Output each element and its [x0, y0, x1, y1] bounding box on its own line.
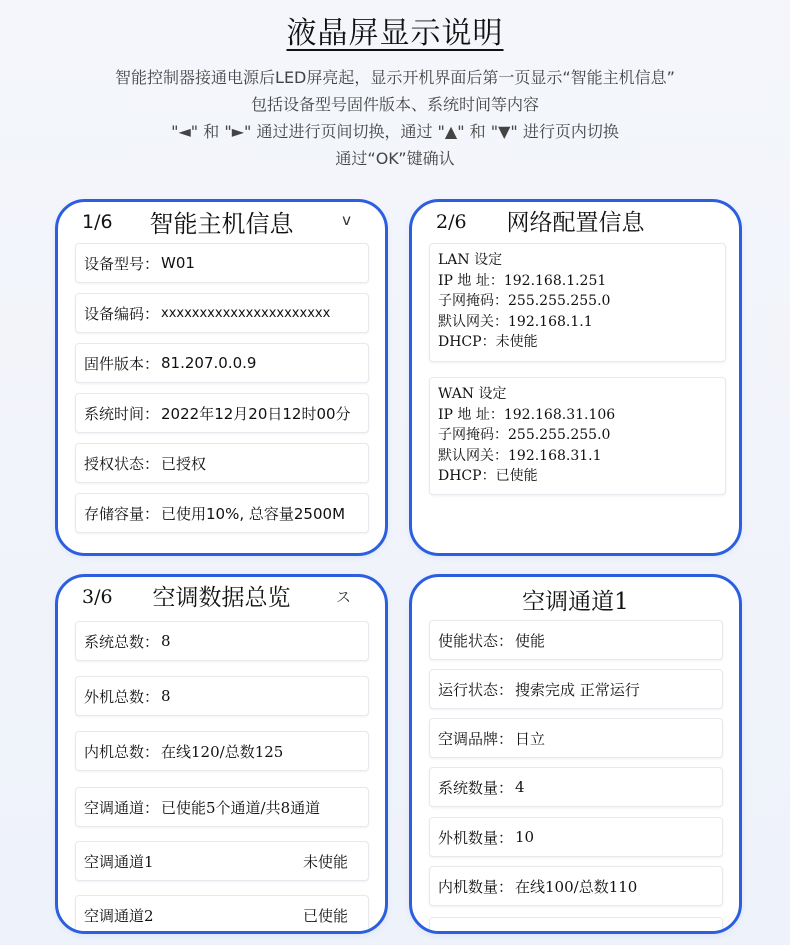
row-label: 固件版本：	[84, 354, 160, 373]
intro-text	[0, 64, 790, 172]
channel-row[interactable]	[75, 895, 369, 934]
screen-title: 空调通道1	[522, 589, 629, 615]
overview-row-outdoor	[75, 676, 369, 716]
overview-row-channels	[75, 787, 369, 827]
screen-header	[58, 577, 385, 615]
page-indicator: 2/6	[436, 211, 467, 233]
channel-status: 未使能	[302, 852, 348, 871]
row-label: 存储容量：	[84, 504, 160, 523]
overview-row-systems	[75, 621, 369, 661]
row-label: 系统总数：	[84, 632, 160, 651]
lan-subnet: 子网掩码：255.255.255.0	[438, 293, 611, 309]
screen-header	[412, 202, 739, 240]
intro-line: 智能控制器接通电源后LED屏亮起，显示开机界面后第一页显示“智能主机信息”	[115, 68, 675, 87]
row-value: 已使用10%, 总容量2500M	[161, 504, 346, 523]
lan-gateway: 默认网关：192.168.1.1	[438, 313, 593, 330]
page-title: 液晶屏显示说明	[286, 16, 504, 51]
row-value: 在线120/总数125	[161, 742, 284, 761]
row-label: 外机数量：	[438, 828, 514, 847]
info-row-storage	[75, 493, 369, 533]
row-value: 8	[161, 687, 171, 705]
row-value: 日立	[515, 729, 546, 748]
channel-status: 已使能	[302, 906, 348, 925]
row-value: 在线100/总数110	[515, 877, 638, 896]
row-label: 系统数量：	[438, 778, 514, 797]
channel-row-run-state	[429, 669, 723, 709]
row-label: 设备型号：	[84, 254, 160, 273]
intro-line: "◄" 和 "►" 通过进行页间切换，通过 "▲" 和 "▼" 进行页内切换	[171, 122, 619, 141]
row-label: 运行状态：	[438, 680, 514, 699]
channel-row[interactable]	[75, 841, 369, 881]
row-label: 外机总数：	[84, 687, 160, 706]
channel-row-indoor	[429, 866, 723, 906]
lan-heading: LAN 设定	[438, 252, 503, 268]
row-value: W01	[161, 254, 195, 272]
ac-channel-screen	[409, 574, 742, 934]
info-row-system-time	[75, 393, 369, 433]
chevron-down-icon: v	[342, 211, 351, 229]
ac-overview-screen	[55, 574, 388, 934]
row-value: 8	[161, 632, 171, 650]
row-label: 设备编码：	[84, 304, 160, 323]
wan-subnet: 子网掩码：255.255.255.0	[438, 427, 611, 443]
lan-dhcp: DHCP：未使能	[438, 334, 538, 350]
row-label: 内机数量：	[438, 877, 514, 896]
overview-row-indoor	[75, 731, 369, 771]
screen-title: 智能主机信息	[149, 210, 294, 238]
lan-ip: IP 地 址：192.168.1.251	[438, 272, 607, 289]
channel-row-brand	[429, 718, 723, 758]
row-label: 空调品牌：	[438, 729, 514, 748]
channel-name: 空调通道1	[84, 852, 154, 871]
intro-line: 通过“OK”键确认	[335, 149, 455, 168]
row-value: 4	[515, 778, 525, 796]
channel-row-systems	[429, 767, 723, 807]
row-label: 内机总数：	[84, 742, 160, 761]
channel-row-enable	[429, 620, 723, 660]
info-row-serial	[75, 293, 369, 333]
page-indicator: 3/6	[82, 586, 113, 608]
row-label: 使能状态：	[438, 631, 514, 650]
channel-name: 空调通道2	[84, 906, 154, 925]
channel-row-partial	[429, 917, 723, 934]
screen-title: 空调数据总览	[152, 585, 291, 611]
wan-gateway: 默认网关：192.168.31.1	[438, 447, 602, 464]
screen-header	[412, 577, 739, 615]
screen-title: 网络配置信息	[506, 210, 645, 236]
row-value: 81.207.0.0.9	[161, 354, 257, 372]
row-label: 系统时间：	[84, 404, 160, 423]
network-config-screen	[409, 199, 742, 556]
wan-heading: WAN 设定	[438, 386, 507, 402]
row-value: 已使能5个通道/共8通道	[161, 798, 321, 817]
wan-dhcp: DHCP：已使能	[438, 468, 538, 484]
lan-settings	[429, 243, 726, 362]
row-value: 搜索完成 正常运行	[515, 680, 640, 699]
chevron-up-icon: ス	[335, 588, 351, 606]
info-row-firmware	[75, 343, 369, 383]
row-label: 空调通道：	[84, 798, 160, 817]
host-info-screen	[55, 199, 388, 556]
row-value: 2022年12月20日12时00分	[161, 404, 351, 423]
wan-settings	[429, 377, 726, 495]
info-row-license	[75, 443, 369, 483]
row-value: 使能	[515, 631, 546, 650]
info-row-model	[75, 243, 369, 283]
row-value: xxxxxxxxxxxxxxxxxxxxxx	[161, 305, 331, 321]
intro-line: 包括设备型号固件版本、系统时间等内容	[250, 95, 539, 114]
screen-header	[58, 202, 385, 240]
row-label: 授权状态：	[84, 454, 160, 473]
wan-ip: IP 地 址：192.168.31.106	[438, 406, 616, 423]
row-value: 10	[515, 828, 535, 846]
channel-row-outdoor	[429, 817, 723, 857]
page-indicator: 1/6	[82, 211, 113, 233]
row-value: 已授权	[161, 454, 207, 473]
